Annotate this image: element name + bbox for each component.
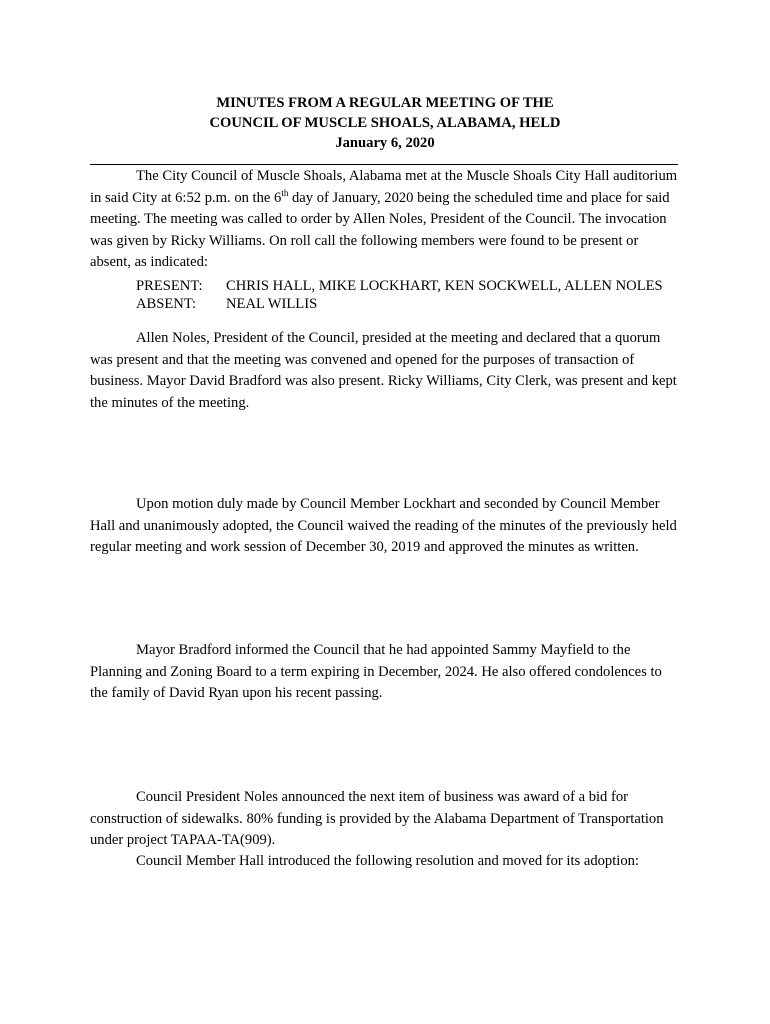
mayor-paragraph bbox=[90, 640, 682, 705]
sidewalks-paragraph bbox=[90, 787, 682, 852]
opening-text-part-2: day of January, 2020 being the scheduled time and place for said meeting. The meeting was called to order by Allen Noles, President of the Council. The invocation was given by Ricky Williams. On roll call the following members were found to be present or absent, as indicated: bbox=[90, 189, 670, 270]
quorum-paragraph bbox=[90, 328, 682, 414]
absent-members: NEAL WILLIS bbox=[226, 296, 318, 312]
quorum-text: Allen Noles, President of the Council, presided at the meeting and declared that a quorum was present and that the meeting was convened and opened for the purposes of transaction of business. Mayor David Bradford was also present. Ricky Williams, City Clerk, was present and kept the minutes of the meeting. bbox=[90, 330, 677, 411]
sidewalks-text: Council President Noles announced the next item of business was award of a bid for construction of sidewalks. 80% funding is provided by the Alabama Department of Transportation under project TAPAA-TA(909). bbox=[90, 789, 664, 848]
present-label: PRESENT: bbox=[136, 278, 203, 294]
ordinal-superscript: th bbox=[281, 187, 289, 198]
title-divider bbox=[90, 164, 678, 165]
document-title-line-2: COUNCIL OF MUSCLE SHOALS, ALABAMA, HELD bbox=[209, 115, 561, 131]
mayor-text: Mayor Bradford informed the Council that he had appointed Sammy Mayfield to the Planning and Zoning Board to a term expiring in December, 2024. He also offered condolences to the family of David Ryan upon his recent passing. bbox=[90, 642, 662, 701]
opening-text-part-1: The City Council of Muscle Shoals, Alabama met at the Muscle Shoals City Hall auditorium in said City at 6:52 p.m. on the 6 bbox=[90, 168, 678, 206]
present-members: CHRIS HALL, MIKE LOCKHART, KEN SOCKWELL, ALLEN NOLES bbox=[226, 278, 663, 294]
opening-paragraph bbox=[90, 166, 682, 274]
resolution-paragraph bbox=[90, 851, 682, 873]
minutes-paragraph bbox=[90, 494, 682, 559]
document-title-line-1: MINUTES FROM A REGULAR MEETING OF THE bbox=[216, 95, 554, 111]
resolution-text: Council Member Hall introduced the following resolution and moved for its adoption: bbox=[136, 853, 639, 869]
absent-label: ABSENT: bbox=[136, 296, 197, 312]
document-date: January 6, 2020 bbox=[335, 135, 435, 151]
minutes-text: Upon motion duly made by Council Member Lockhart and seconded by Council Member Hall and unanimously adopted, the Council waived the reading of the minutes of the previously held regular meeting and work session of December 30, 2019 and approved the minutes as written. bbox=[90, 496, 677, 555]
